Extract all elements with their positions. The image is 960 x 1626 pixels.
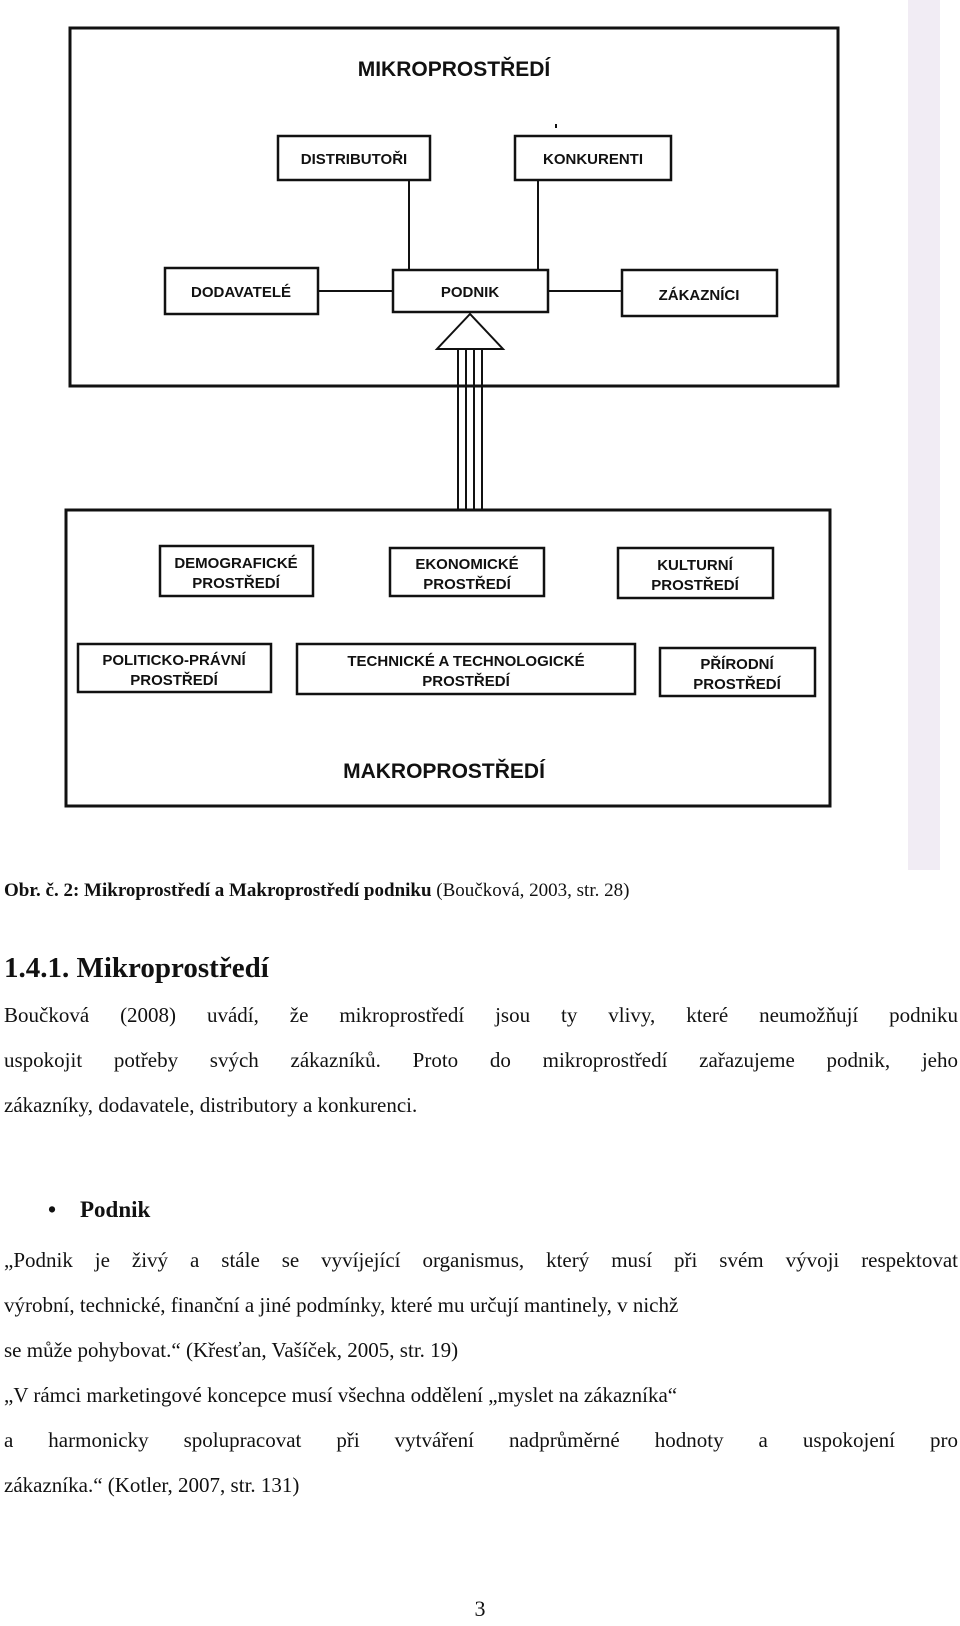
ekonomicke-label-1: EKONOMICKÉ	[415, 556, 519, 573]
dodavatele-label: DODAVATELÉ	[191, 284, 291, 301]
politicko-pravni-label-1: POLITICKO-PRÁVNÍ	[102, 652, 246, 669]
bullet-item-podnik	[48, 1197, 150, 1223]
micro-environment-title: MIKROPROSTŘEDÍ	[357, 58, 551, 81]
technicke-label-1: TECHNICKÉ A TECHNOLOGICKÉ	[347, 653, 585, 670]
caption-source: (Boučková, 2003, str. 28)	[431, 880, 630, 901]
demograficke-label-2: PROSTŘEDÍ	[192, 575, 280, 592]
bullet-label: Podnik	[80, 1197, 151, 1222]
quote-marketing-line-3: zákazníka.“ (Kotler, 2007, str. 131)	[4, 1473, 300, 1497]
paragraph-intro	[4, 993, 958, 1128]
paragraph-intro-line-2: uspokojit potřeby svých zákazníků. Proto do mikroprostředí zařazujeme podnik, jeho	[4, 1048, 958, 1072]
ekonomicke-label-2: PROSTŘEDÍ	[423, 576, 511, 593]
quote-podnik-line-2: výrobní, technické, finanční a jiné podmínky, které mu určují mantinely, v nichž	[4, 1293, 679, 1317]
quote-marketing	[4, 1373, 958, 1508]
distributori-label: DISTRIBUTOŘI	[300, 151, 408, 168]
technicke-label-2: PROSTŘEDÍ	[422, 673, 510, 690]
paragraph-intro-line-3: zákazníky, dodavatele, distributory a konkurenci.	[4, 1093, 418, 1117]
kulturni-label-2: PROSTŘEDÍ	[651, 577, 739, 594]
quote-podnik	[4, 1238, 958, 1373]
prirodni-label-2: PROSTŘEDÍ	[693, 676, 781, 693]
quote-marketing-line-2: a harmonicky spolupracovat při vytváření nadprůměrné hodnoty a uspokojení pro	[4, 1428, 958, 1452]
kulturni-label-1: KULTURNÍ	[657, 557, 733, 574]
politicko-pravni-label-2: PROSTŘEDÍ	[130, 672, 218, 689]
section-heading: 1.4.1. Mikroprostředí	[4, 952, 269, 984]
prirodni-label-1: PŘÍRODNÍ	[700, 656, 774, 673]
demograficke-label-1: DEMOGRAFICKÉ	[174, 555, 298, 572]
konkurenti-label: KONKURENTI	[543, 151, 643, 168]
podnik-label: PODNIK	[440, 284, 500, 301]
zakaznici-label: ZÁKAZNÍCI	[658, 287, 740, 304]
bullet-symbol: •	[48, 1197, 57, 1222]
quote-marketing-line-1: „V rámci marketingové koncepce musí všechna oddělení „myslet na zákazníka“	[4, 1383, 678, 1407]
paragraph-intro-line-1: Boučková (2008) uvádí, že mikroprostředí jsou ty vlivy, které neumožňují podniku	[4, 1003, 958, 1027]
quote-podnik-line-3: se může pohybovat.“ (Křesťan, Vašíček, 2005, str. 19)	[4, 1338, 459, 1362]
figure-caption	[4, 880, 958, 902]
caption-title: Obr. č. 2: Mikroprostředí a Makroprostředí podniku	[4, 880, 432, 901]
page-number: 3	[474, 1596, 486, 1621]
quote-podnik-line-1: „Podnik je živý a stále se vyvíjející organismus, který musí při svém vývoji respektovat	[4, 1248, 958, 1272]
macro-environment-title: MAKROPROSTŘEDÍ	[343, 760, 545, 783]
